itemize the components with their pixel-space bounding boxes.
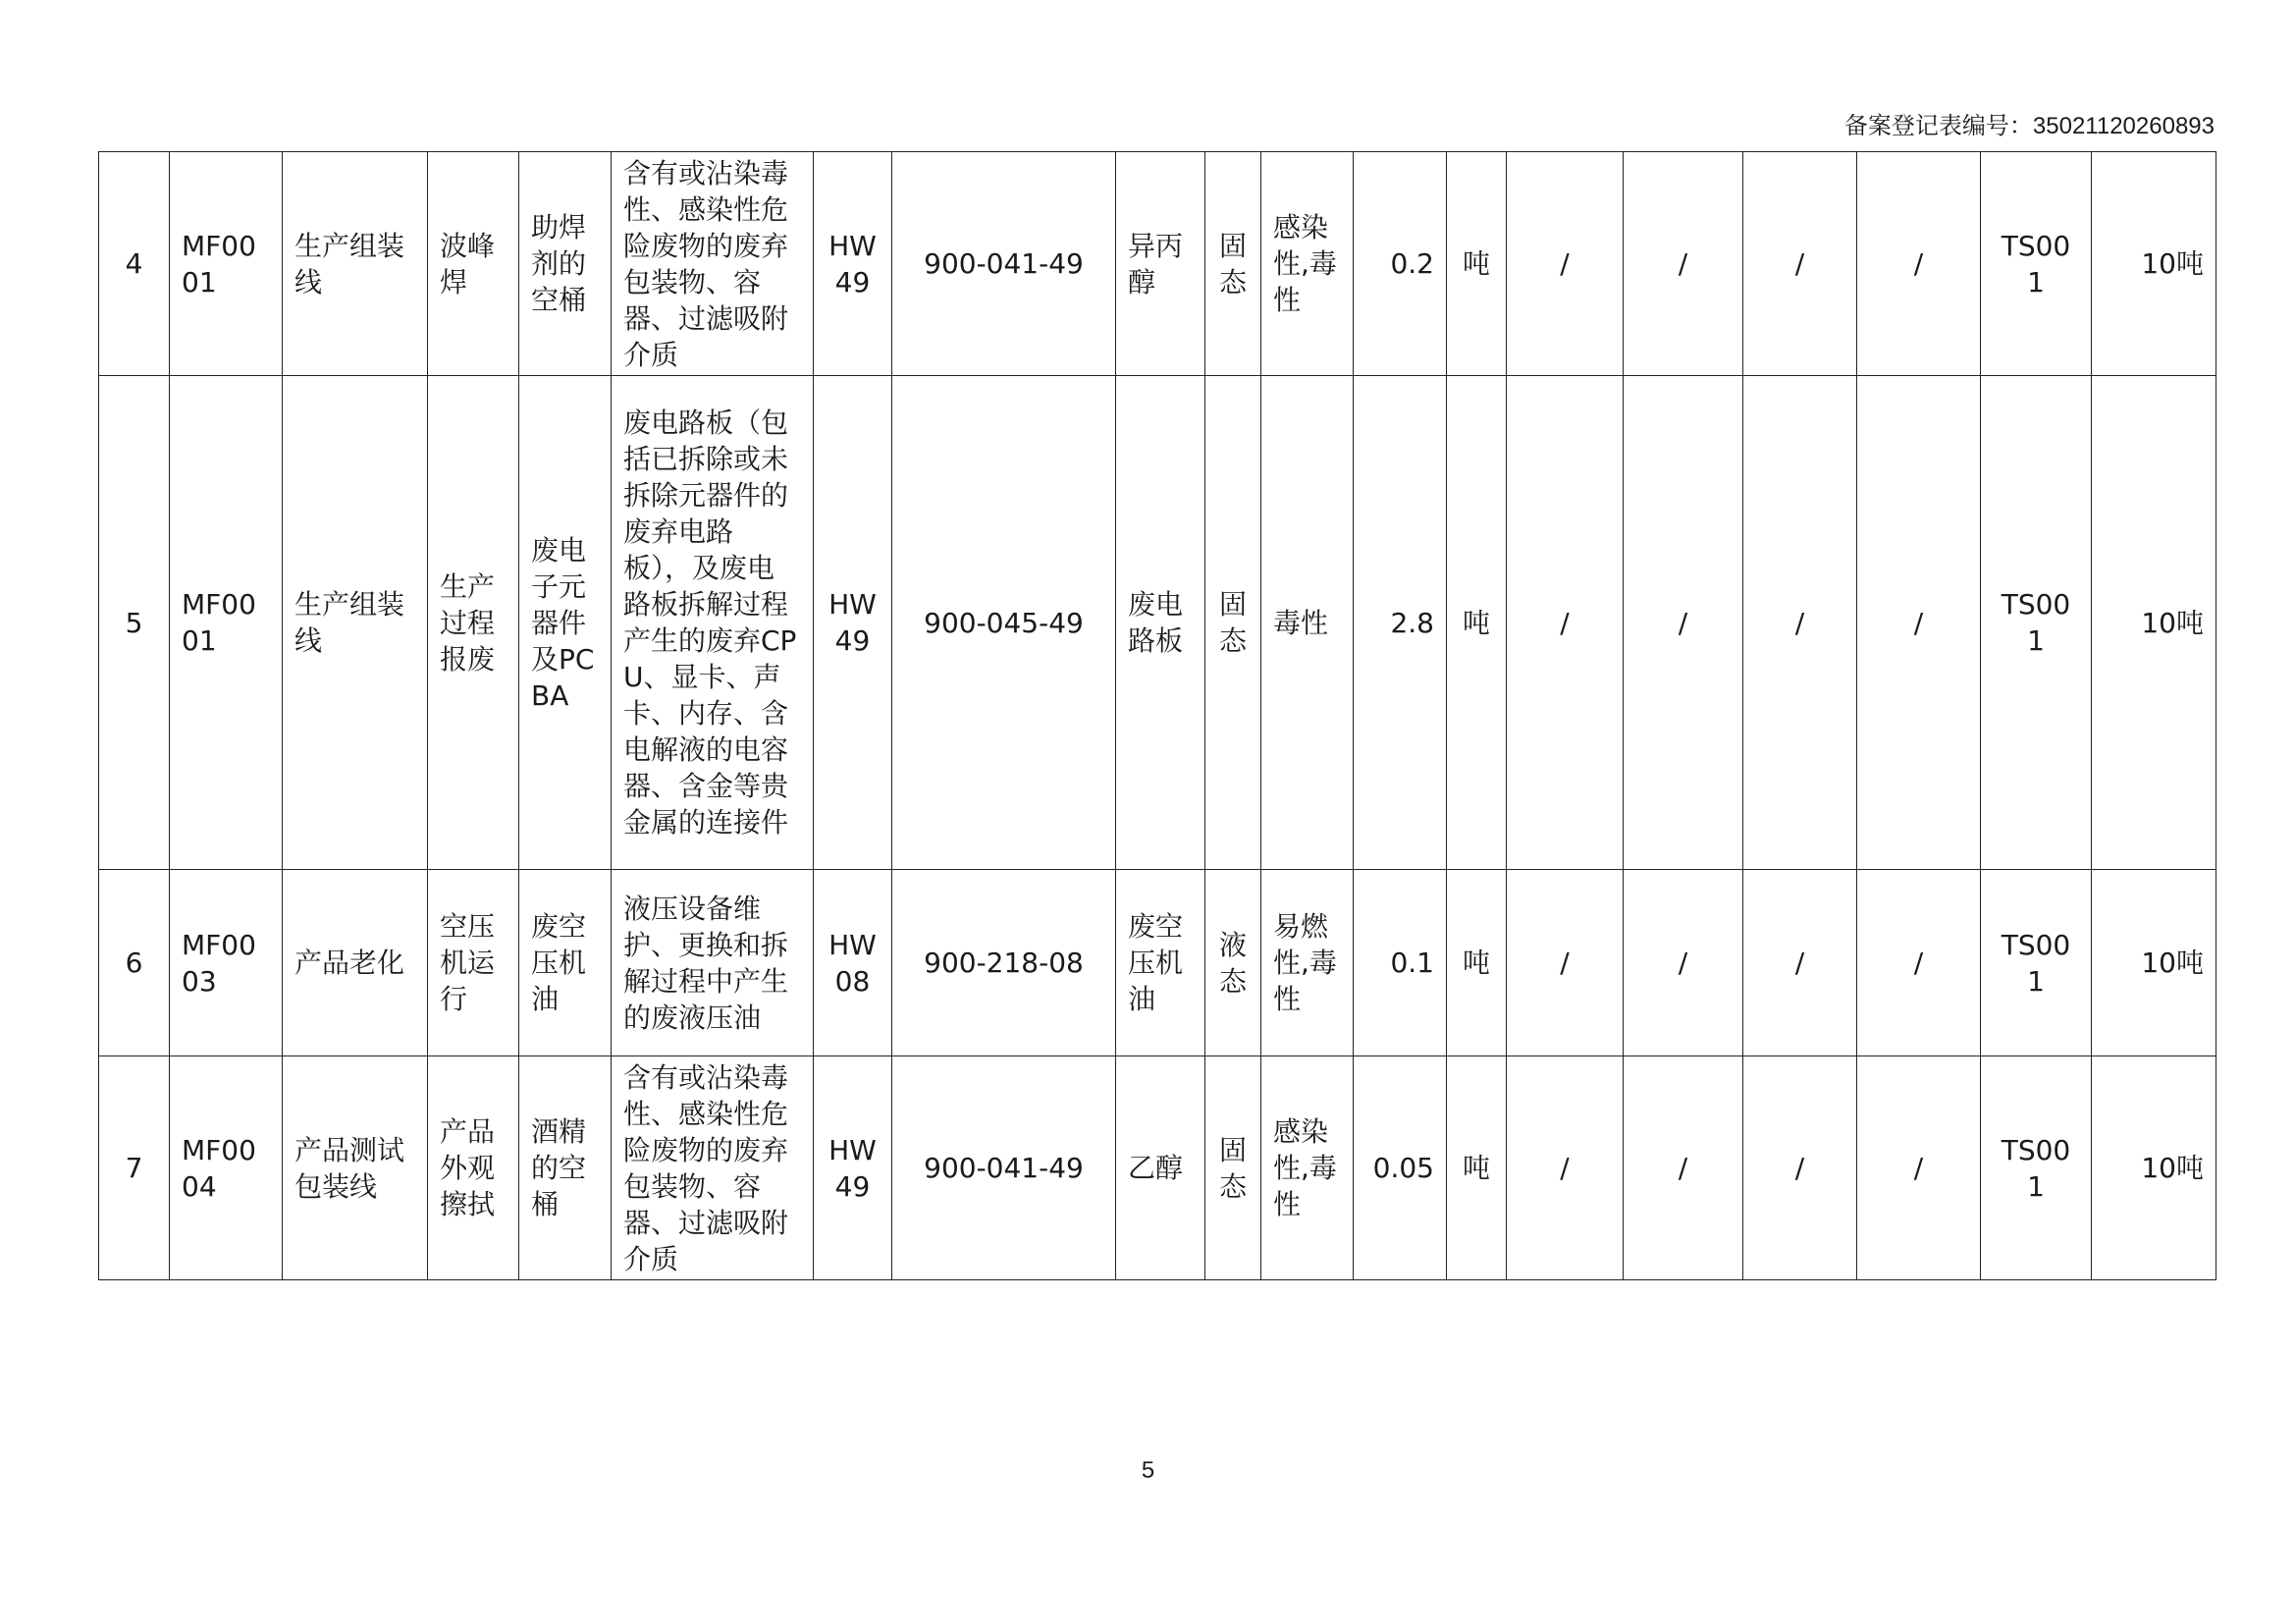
cell-component: 废空压机油 — [1116, 870, 1205, 1056]
cell-c1: / — [1507, 376, 1624, 870]
cell-c4: / — [1857, 376, 1981, 870]
page-number: 5 — [1141, 1457, 1155, 1484]
cell-line: 产品老化 — [283, 870, 428, 1056]
cell-process: 生产过程报废 — [428, 376, 519, 870]
cell-no: 4 — [99, 152, 170, 376]
cell-line: 生产组装线 — [283, 152, 428, 376]
hazardous-waste-table — [98, 151, 2216, 1280]
cell-unit: 吨 — [1447, 152, 1507, 376]
cell-component: 异丙醇 — [1116, 152, 1205, 376]
cell-code: MF0001 — [170, 152, 283, 376]
cell-description: 含有或沾染毒性、感染性危险废物的废弃包装物、容器、过滤吸附介质 — [612, 152, 814, 376]
cell-c2: / — [1624, 870, 1743, 1056]
cell-process: 波峰焊 — [428, 152, 519, 376]
cell-unit: 吨 — [1447, 1056, 1507, 1280]
cell-facility: TS001 — [1981, 152, 2092, 376]
cell-quantity: 2.8 — [1354, 376, 1447, 870]
cell-facility: TS001 — [1981, 870, 2092, 1056]
cell-waste-name: 废电子元器件及PCBA — [519, 376, 612, 870]
cell-c3: / — [1743, 376, 1857, 870]
cell-code: MF0003 — [170, 870, 283, 1056]
cell-waste-code: 900-041-49 — [892, 1056, 1116, 1280]
cell-c3: / — [1743, 1056, 1857, 1280]
cell-component: 废电路板 — [1116, 376, 1205, 870]
cell-c4: / — [1857, 870, 1981, 1056]
cell-form: 固态 — [1205, 376, 1261, 870]
cell-hazard: 易燃性,毒性 — [1261, 870, 1354, 1056]
cell-description: 含有或沾染毒性、感染性危险废物的废弃包装物、容器、过滤吸附介质 — [612, 1056, 814, 1280]
table-row — [99, 376, 2216, 870]
cell-code: MF0004 — [170, 1056, 283, 1280]
cell-facility: TS001 — [1981, 1056, 2092, 1280]
cell-quantity: 0.1 — [1354, 870, 1447, 1056]
cell-hazard: 感染性,毒性 — [1261, 152, 1354, 376]
cell-description: 液压设备维护、更换和拆解过程中产生的废液压油 — [612, 870, 814, 1056]
cell-waste-name: 酒精的空桶 — [519, 1056, 612, 1280]
cell-c3: / — [1743, 870, 1857, 1056]
cell-c2: / — [1624, 376, 1743, 870]
cell-c4: / — [1857, 152, 1981, 376]
cell-process: 空压机运行 — [428, 870, 519, 1056]
cell-c1: / — [1507, 1056, 1624, 1280]
cell-unit: 吨 — [1447, 870, 1507, 1056]
cell-quantity: 0.05 — [1354, 1056, 1447, 1280]
cell-capacity: 10吨 — [2092, 870, 2216, 1056]
cell-unit: 吨 — [1447, 376, 1507, 870]
cell-waste-code: 900-045-49 — [892, 376, 1116, 870]
cell-c2: / — [1624, 152, 1743, 376]
cell-waste-code: 900-041-49 — [892, 152, 1116, 376]
cell-category: HW08 — [814, 870, 892, 1056]
cell-quantity: 0.2 — [1354, 152, 1447, 376]
cell-form: 固态 — [1205, 1056, 1261, 1280]
cell-description: 废电路板（包括已拆除或未拆除元器件的废弃电路板），及废电路板拆解过程产生的废弃CPU、显卡、声卡、内存、含电解液的电容器、含金等贵金属的连接件 — [612, 376, 814, 870]
cell-capacity: 10吨 — [2092, 152, 2216, 376]
cell-c1: / — [1507, 870, 1624, 1056]
cell-no: 6 — [99, 870, 170, 1056]
cell-category: HW49 — [814, 152, 892, 376]
table-body — [99, 152, 2216, 1280]
cell-hazard: 感染性,毒性 — [1261, 1056, 1354, 1280]
cell-no: 5 — [99, 376, 170, 870]
registration-number: 备案登记表编号：35021120260893 — [1843, 113, 2215, 139]
cell-line: 生产组装线 — [283, 376, 428, 870]
cell-line: 产品测试包装线 — [283, 1056, 428, 1280]
cell-c2: / — [1624, 1056, 1743, 1280]
cell-c1: / — [1507, 152, 1624, 376]
cell-capacity: 10吨 — [2092, 1056, 2216, 1280]
cell-component: 乙醇 — [1116, 1056, 1205, 1280]
cell-waste-code: 900-218-08 — [892, 870, 1116, 1056]
cell-waste-name: 助焊剂的空桶 — [519, 152, 612, 376]
cell-form: 固态 — [1205, 152, 1261, 376]
cell-category: HW49 — [814, 376, 892, 870]
cell-category: HW49 — [814, 1056, 892, 1280]
cell-hazard: 毒性 — [1261, 376, 1354, 870]
table-row — [99, 1056, 2216, 1280]
cell-c3: / — [1743, 152, 1857, 376]
cell-c4: / — [1857, 1056, 1981, 1280]
cell-waste-name: 废空压机油 — [519, 870, 612, 1056]
cell-form: 液态 — [1205, 870, 1261, 1056]
cell-code: MF0001 — [170, 376, 283, 870]
cell-no: 7 — [99, 1056, 170, 1280]
cell-capacity: 10吨 — [2092, 376, 2216, 870]
table-row — [99, 152, 2216, 376]
cell-facility: TS001 — [1981, 376, 2092, 870]
table-row — [99, 870, 2216, 1056]
cell-process: 产品外观擦拭 — [428, 1056, 519, 1280]
